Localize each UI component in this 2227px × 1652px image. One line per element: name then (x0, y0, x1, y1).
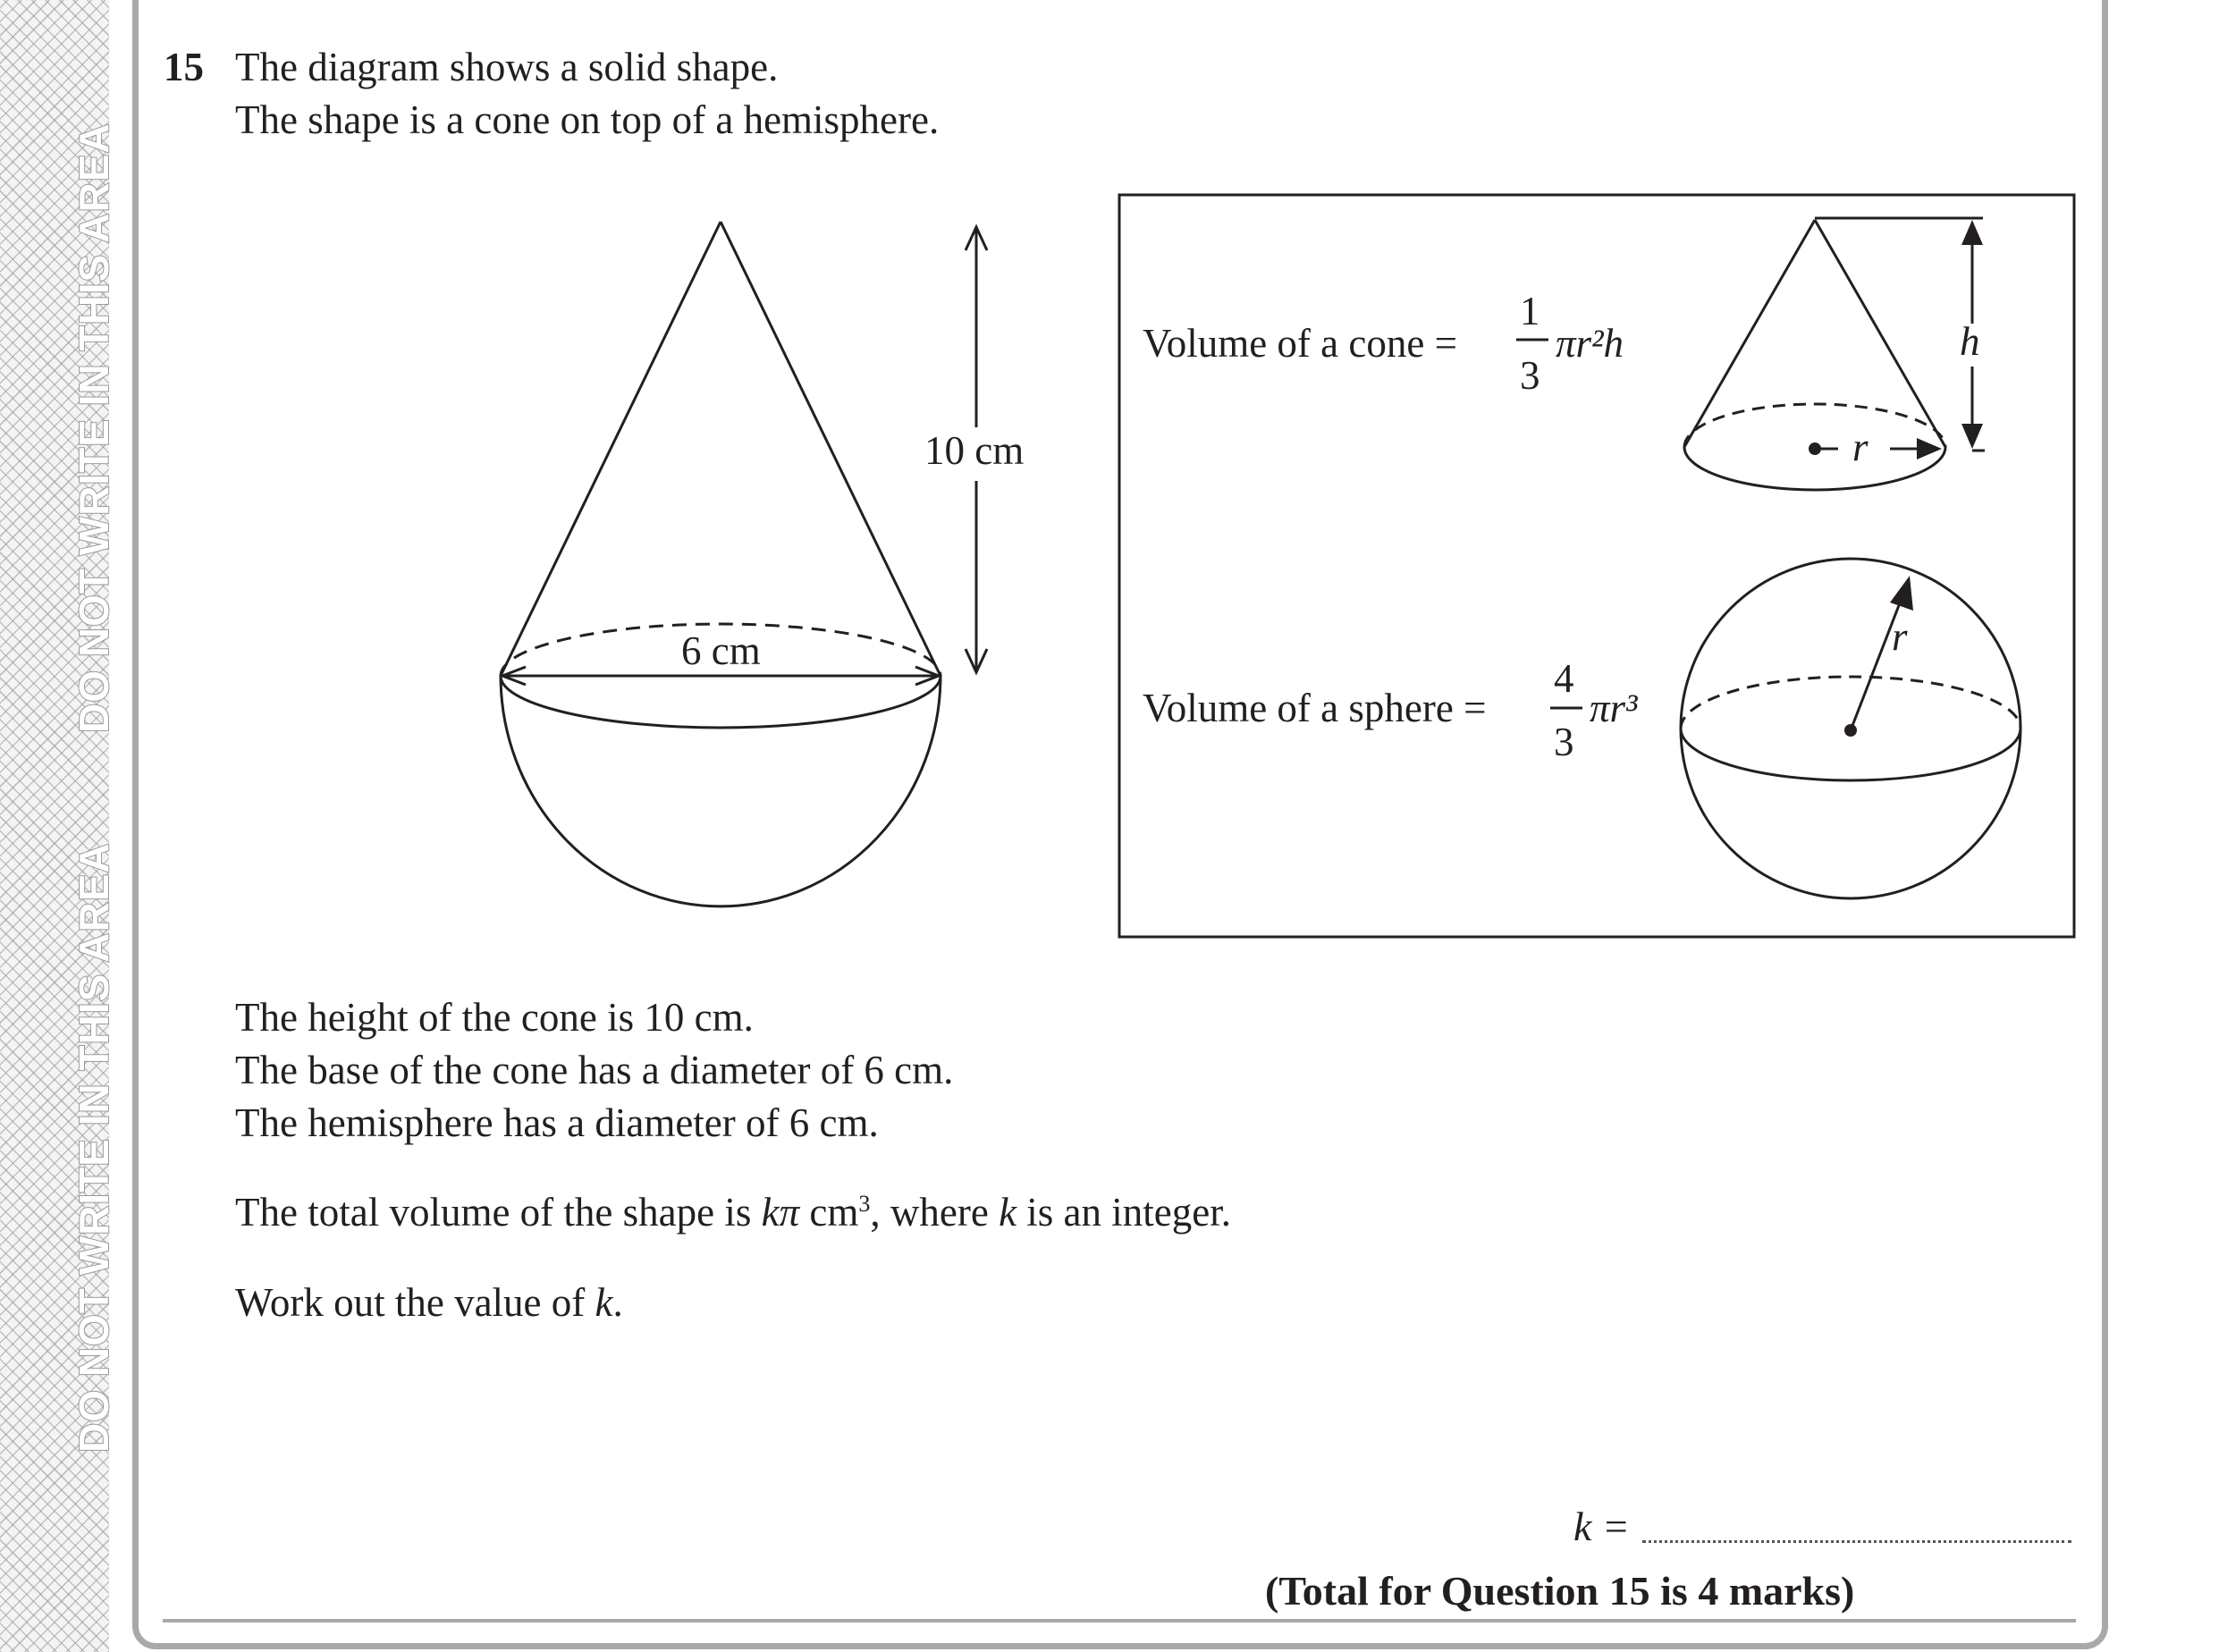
cone-fraction-denominator: 3 (1520, 353, 1540, 398)
bottom-rule (163, 1619, 2076, 1622)
sphere-fraction-numerator: 4 (1554, 656, 1574, 701)
question-line-2: The shape is a cone on top of a hemisphere. (235, 97, 940, 142)
total-volume-text-middle: , where (870, 1190, 1000, 1235)
h-arrow-top (1961, 220, 1983, 245)
cone-fraction-numerator: 1 (1520, 289, 1540, 333)
diameter-label: 6 cm (678, 631, 764, 671)
small-cone-centre (1809, 442, 1821, 455)
task-text: Work out the value of (235, 1280, 595, 1325)
small-cone-right (1815, 220, 1945, 447)
task-period: . (612, 1280, 623, 1325)
sphere-fraction-denominator: 3 (1554, 720, 1574, 764)
cone-volume-label: Volume of a cone = (1143, 321, 1457, 366)
answer-line (1573, 1506, 2071, 1547)
total-volume-statement (235, 1190, 1231, 1235)
answer-input-line[interactable] (1642, 1540, 2071, 1543)
height-label: 10 cm (924, 428, 1025, 473)
sphere-equator-back (1681, 677, 2020, 729)
total-volume-text-start: The total volume of the shape is (235, 1190, 762, 1235)
total-volume-exponent: 3 (858, 1191, 871, 1217)
total-marks: (Total for Question 15 is 4 marks) (1265, 1568, 1855, 1614)
margin-warning-upper: DO NOT WRITE IN THIS AREA (71, 122, 117, 733)
small-cone-r-label: r (1852, 425, 1868, 469)
answer-label: k = (1573, 1504, 1630, 1549)
total-volume-variable: kπ (761, 1190, 800, 1235)
cone-formula-expression: πr²h (1556, 321, 1624, 366)
question-number: 15 (164, 45, 204, 89)
sphere-radius-arrow (1890, 576, 1913, 611)
sphere-centre (1844, 724, 1857, 737)
cone-diameter-statement: The base of the cone has a diameter of 6 cm. (235, 1048, 954, 1092)
task-statement (235, 1280, 623, 1325)
total-volume-text-end: is an integer. (1016, 1190, 1231, 1235)
total-volume-unit: cm (799, 1190, 859, 1235)
small-cone-h-label: h (1960, 319, 1980, 364)
sphere-formula-expression: πr³ (1590, 686, 1638, 730)
question-line-1: The diagram shows a solid shape. (235, 45, 779, 89)
r-arrow-head (1917, 438, 1942, 459)
formula-box-border (1119, 195, 2074, 937)
h-arrow-bottom (1961, 424, 1983, 449)
margin-warning-lower: DO NOT WRITE IN THIS AREA (71, 842, 117, 1453)
small-cone-back-edge (1684, 404, 1945, 447)
small-cone-left (1684, 220, 1815, 447)
task-variable: k (595, 1280, 613, 1325)
sphere-r-label: r (1892, 614, 1908, 659)
total-volume-k: k (999, 1190, 1017, 1235)
cone-height-statement: The height of the cone is 10 cm. (235, 995, 754, 1040)
sphere-volume-label: Volume of a sphere = (1143, 686, 1487, 730)
hemisphere-diameter-statement: The hemisphere has a diameter of 6 cm. (235, 1100, 879, 1145)
